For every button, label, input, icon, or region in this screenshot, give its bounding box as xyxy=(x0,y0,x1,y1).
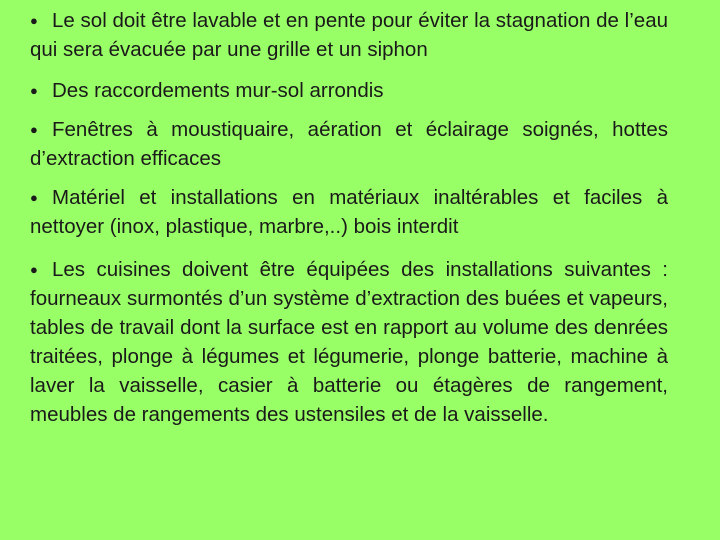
bullet-icon: ● xyxy=(30,83,38,98)
bullet-icon: ● xyxy=(30,122,38,137)
bullet-paragraph-materials xyxy=(30,183,668,241)
bullet-paragraph-kitchen-equipment xyxy=(30,255,668,429)
paragraph-text: Les cuisines doivent être équipées des installations suivantes : fourneaux surmontés d’un système d’extraction des buées et vapeurs, tables de travail dont la surface est en rapport au volume des denrées traitées, plonge à légumes et légumerie, plonge batterie, machine à laver la vaisselle, casier à batterie ou étagères de rangement, meubles de rangements des ustensiles et de la vaisselle. xyxy=(30,258,668,426)
paragraph-text: Matériel et installations en matériaux inaltérables et faciles à nettoyer (inox, plastique, marbre,..) bois interdit xyxy=(30,186,668,238)
paragraph-text: Fenêtres à moustiquaire, aération et éclairage soignés, hottes d’extraction efficaces xyxy=(30,118,668,170)
bullet-icon: ● xyxy=(30,190,38,205)
bullet-icon: ● xyxy=(30,262,38,277)
bullet-paragraph-floor xyxy=(30,6,668,64)
bullet-paragraph-windows xyxy=(30,115,668,173)
paragraph-text: Le sol doit être lavable et en pente pour éviter la stagnation de l’eau qui sera évacuée par une grille et un siphon xyxy=(30,9,668,61)
paragraph-text: Des raccordements mur-sol arrondis xyxy=(52,79,384,102)
bullet-paragraph-wall-floor xyxy=(30,76,668,105)
slide-content xyxy=(30,6,668,429)
bullet-icon: ● xyxy=(30,13,38,28)
